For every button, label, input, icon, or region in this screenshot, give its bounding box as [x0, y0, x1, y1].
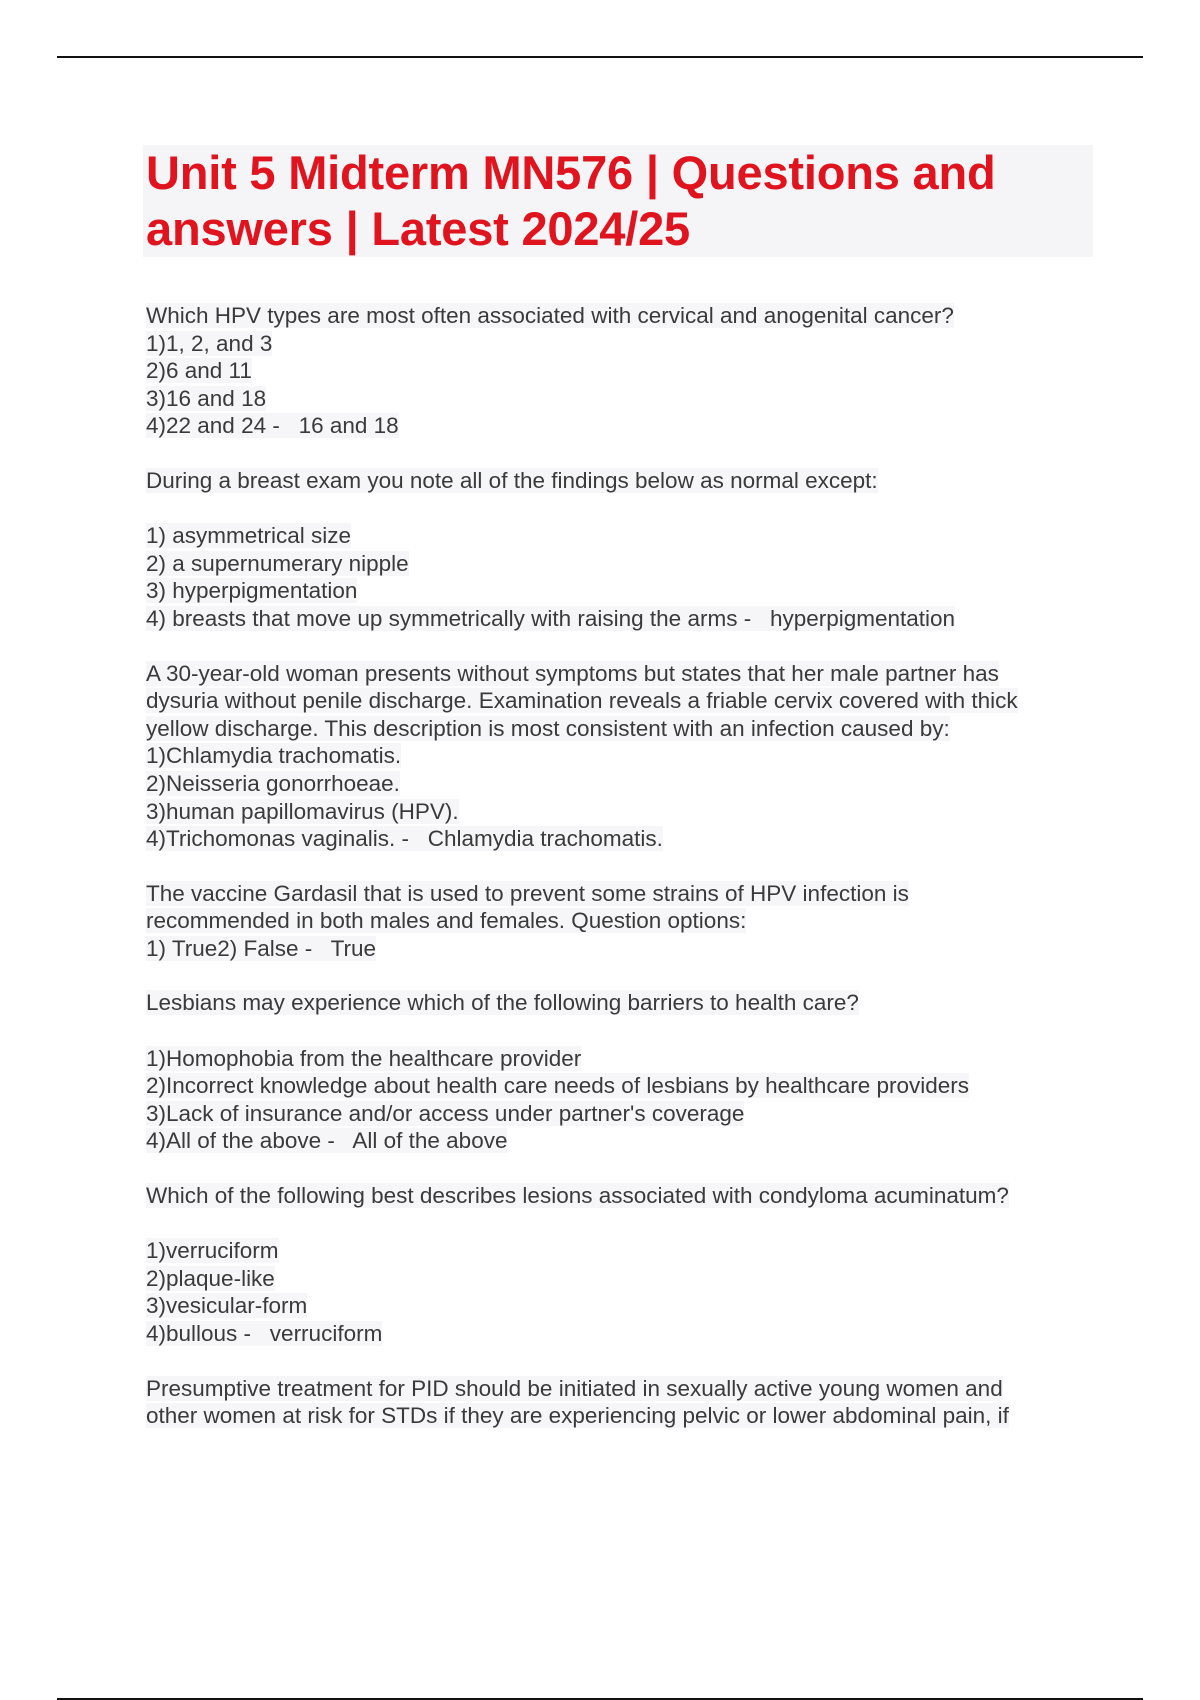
title-line-2: answers | Latest 2024/25	[146, 202, 690, 255]
top-rule	[57, 56, 1143, 58]
title-line-1: Unit 5 Midterm MN576 | Questions and	[146, 146, 996, 199]
question-block	[146, 1375, 1096, 1430]
answer-option: 2)Incorrect knowledge about health care needs of lesbians by healthcare providers	[146, 1073, 969, 1099]
question-text: yellow discharge. This description is most consistent with an infection caused by:	[146, 715, 950, 741]
answer-option: 1) True2) False - True	[146, 935, 377, 961]
answer-option: 4)All of the above - All of the above	[146, 1128, 508, 1154]
answer-option: 2)6 and 11	[146, 358, 252, 384]
answer-option: 1)verruciform	[146, 1238, 279, 1264]
answer-option: 4)22 and 24 - 16 and 18	[146, 413, 399, 439]
answer-option: 4)bullous - verruciform	[146, 1321, 383, 1346]
question-text: dysuria without penile discharge. Examination reveals a friable cervix covered with thick	[146, 688, 1018, 714]
answer-option: 3)16 and 18	[146, 385, 267, 411]
answer-option: 1)Homophobia from the healthcare provider	[146, 1045, 582, 1071]
answer-option: 4)Trichomonas vaginalis. - Chlamydia trachomatis.	[146, 826, 663, 852]
answer-option: 3)human papillomavirus (HPV).	[146, 798, 459, 824]
question-text: During a breast exam you note all of the findings below as normal except:	[146, 467, 878, 493]
question-block	[146, 880, 1096, 963]
answer-option: 3) hyperpigmentation	[146, 578, 358, 604]
answer-option: 2) a supernumerary nipple	[146, 550, 409, 576]
question-text: A 30-year-old woman presents without symptoms but states that her male partner has	[146, 660, 999, 686]
page-title	[143, 145, 1093, 257]
answer-option: 3)Lack of insurance and/or access under partner's coverage	[146, 1100, 745, 1126]
title-block	[143, 145, 1093, 257]
document-body	[146, 302, 1096, 1457]
question-block	[146, 467, 1096, 633]
question-text: Presumptive treatment for PID should be initiated in sexually active young women and	[146, 1375, 1003, 1401]
question-text: other women at risk for STDs if they are experiencing pelvic or lower abdominal pain, if	[146, 1403, 1009, 1429]
question-text: Which HPV types are most often associated with cervical and anogenital cancer?	[146, 303, 954, 328]
question-block	[146, 302, 1096, 440]
question-block	[146, 989, 1096, 1155]
answer-option: 2)plaque-like	[146, 1265, 275, 1291]
answer-option: 1) asymmetrical size	[146, 523, 352, 549]
answer-option: 1)1, 2, and 3	[146, 330, 273, 356]
answer-option: 1)Chlamydia trachomatis.	[146, 743, 402, 769]
question-text: The vaccine Gardasil that is used to prevent some strains of HPV infection is	[146, 880, 909, 906]
question-text: Lesbians may experience which of the following barriers to health care?	[146, 990, 859, 1016]
answer-option: 3)vesicular-form	[146, 1293, 308, 1319]
question-block	[146, 1182, 1096, 1348]
question-text: recommended in both males and females. Question options:	[146, 908, 747, 934]
question-block	[146, 660, 1096, 853]
answer-option: 4) breasts that move up symmetrically with raising the arms - hyperpigmentation	[146, 605, 956, 631]
answer-option: 2)Neisseria gonorrhoeae.	[146, 770, 400, 796]
question-text: Which of the following best describes lesions associated with condyloma acuminatum?	[146, 1183, 1009, 1209]
